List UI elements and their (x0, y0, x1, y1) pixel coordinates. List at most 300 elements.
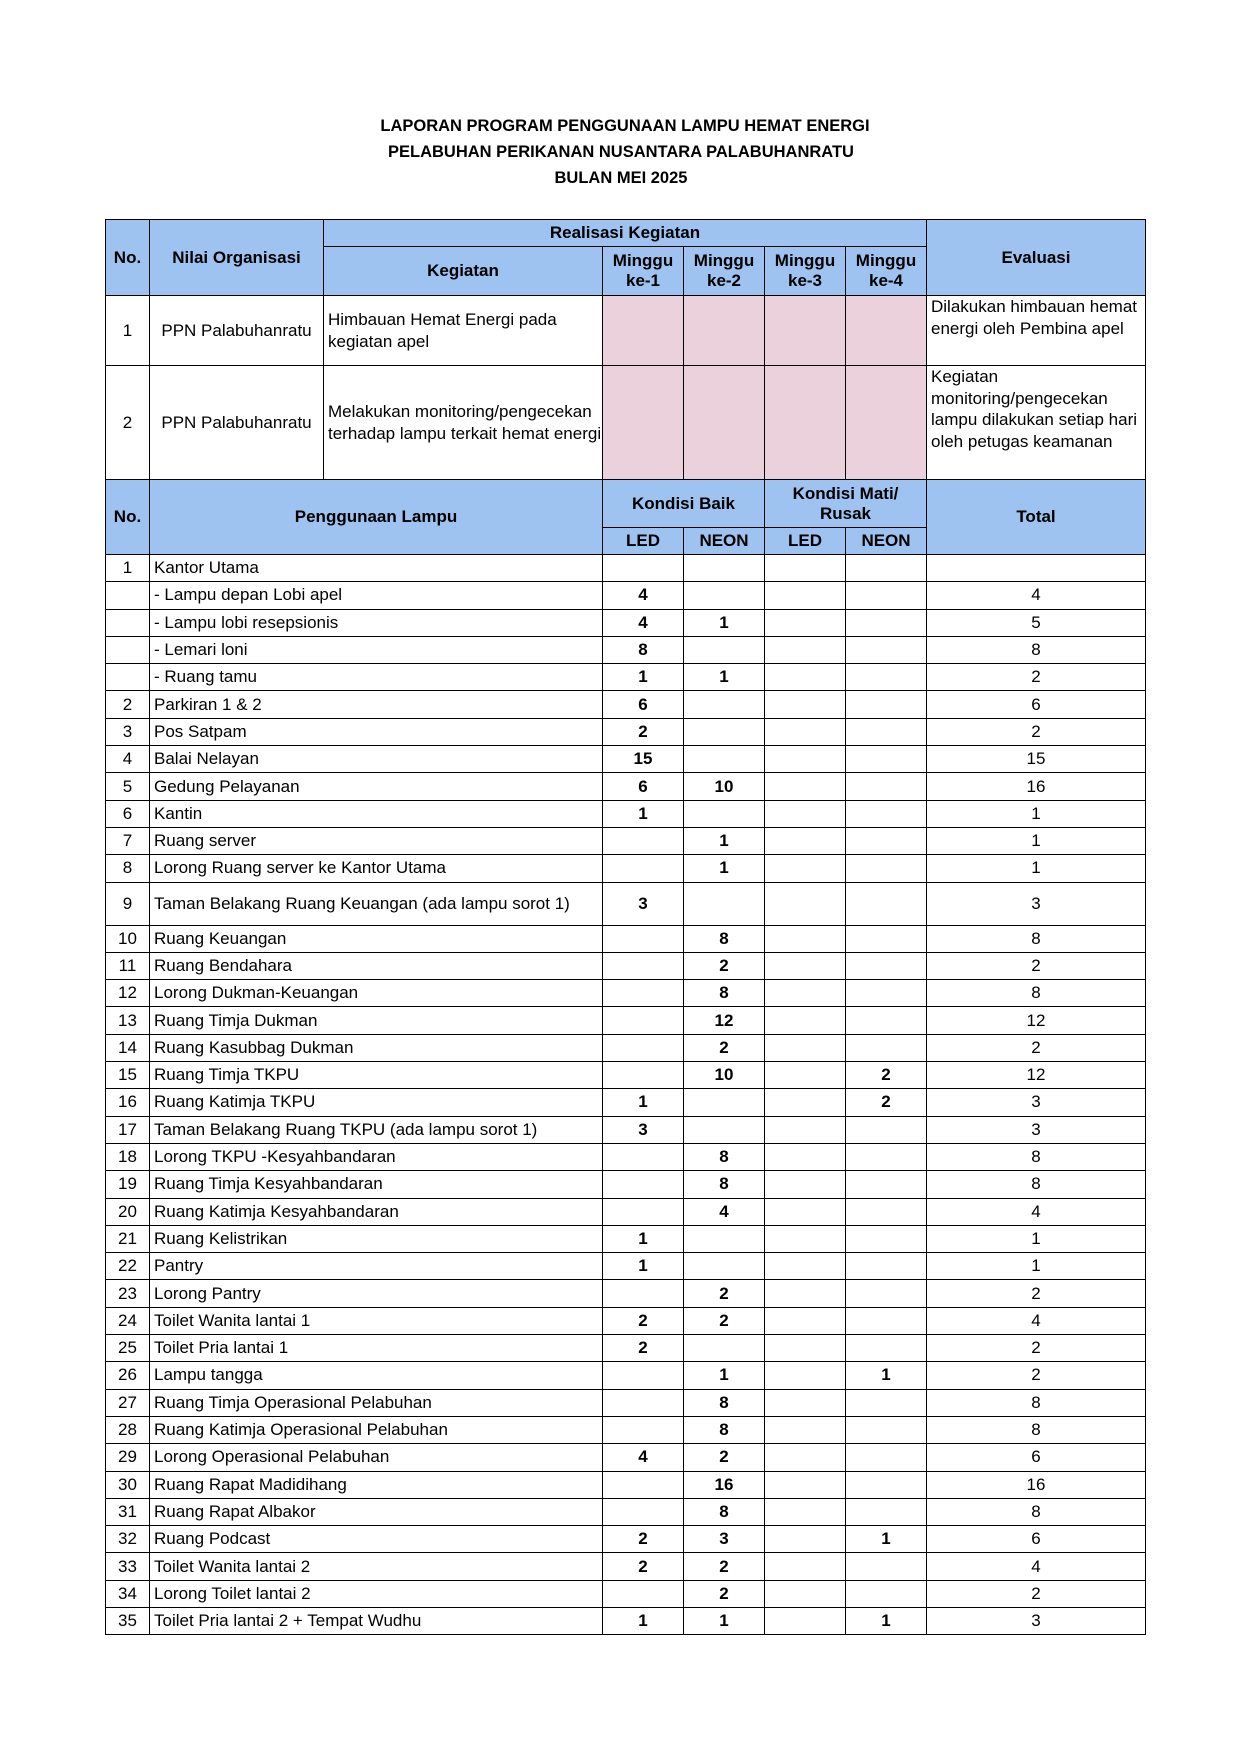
activity-no: 1 (106, 296, 150, 366)
lamp-name: Parkiran 1 & 2 (150, 691, 603, 718)
activity-evaluasi: Dilakukan himbauan hemat energi oleh Pembina apel (927, 296, 1146, 366)
lamp-name: Ruang server (150, 827, 603, 854)
lamp-mati-neon (846, 1034, 927, 1061)
lamp-row (106, 1471, 1146, 1498)
lamp-name: Taman Belakang Ruang TKPU (ada lampu sorot 1) (150, 1116, 603, 1143)
lamp-total: 1 (927, 827, 1146, 854)
lamp-baik-led: 1 (603, 1225, 684, 1252)
lamp-mati-led (765, 1307, 846, 1334)
lamp-name: Ruang Timja TKPU (150, 1062, 603, 1089)
lamp-baik-neon: 8 (684, 1416, 765, 1443)
lamp-baik-neon: 1 (684, 827, 765, 854)
lamp-mati-neon (846, 1553, 927, 1580)
lamp-no: 1 (106, 555, 150, 582)
lamp-mati-led (765, 746, 846, 773)
lamp-baik-led (603, 1498, 684, 1525)
lamp-mati-led (765, 1607, 846, 1634)
lamp-mati-led (765, 1007, 846, 1034)
lamp-mati-led (765, 718, 846, 745)
activity-org: PPN Palabuhanratu (150, 366, 324, 480)
lamp-name: Lorong Ruang server ke Kantor Utama (150, 855, 603, 882)
lamp-baik-neon (684, 1225, 765, 1252)
lamp-total: 4 (927, 1553, 1146, 1580)
lamp-row (106, 691, 1146, 718)
lamp-mati-led (765, 952, 846, 979)
lamp-baik-neon: 12 (684, 1007, 765, 1034)
lamp-mati-led (765, 1471, 846, 1498)
lamp-no: 10 (106, 925, 150, 952)
lamp-row (106, 609, 1146, 636)
lamp-mati-led (765, 1362, 846, 1389)
lamp-mati-led (765, 925, 846, 952)
lamp-baik-led: 3 (603, 1116, 684, 1143)
lamp-row (106, 1062, 1146, 1089)
lamp-mati-neon (846, 882, 927, 925)
lamp-mati-neon (846, 1389, 927, 1416)
lamp-mati-neon: 1 (846, 1526, 927, 1553)
lamp-mati-led (765, 1198, 846, 1225)
lamp-total: 3 (927, 1607, 1146, 1634)
activity-kegiatan: Melakukan monitoring/pengecekan terhadap lampu terkait hemat energi (324, 366, 603, 480)
lamp-row (106, 1553, 1146, 1580)
header-realisasi-kegiatan: Realisasi Kegiatan (324, 220, 927, 247)
lamp-baik-led: 3 (603, 882, 684, 925)
lamp-row (106, 1416, 1146, 1443)
lamp-mati-led (765, 1062, 846, 1089)
lamp-no: 24 (106, 1307, 150, 1334)
lamp-baik-neon (684, 1335, 765, 1362)
lamp-mati-neon (846, 1280, 927, 1307)
lamp-total: 12 (927, 1007, 1146, 1034)
lamp-baik-led (603, 1034, 684, 1061)
lamp-name: Ruang Rapat Albakor (150, 1498, 603, 1525)
lamp-total: 16 (927, 773, 1146, 800)
lamp-row (106, 1280, 1146, 1307)
lamp-row (106, 636, 1146, 663)
lamp-no: 34 (106, 1580, 150, 1607)
lamp-name: Ruang Kelistrikan (150, 1225, 603, 1252)
lamp-baik-led (603, 1143, 684, 1170)
lamp-name: Toilet Pria lantai 1 (150, 1335, 603, 1362)
lamp-baik-neon: 2 (684, 1280, 765, 1307)
lamp-mati-led (765, 691, 846, 718)
lamp-no: 16 (106, 1089, 150, 1116)
lamp-name: Ruang Rapat Madidihang (150, 1471, 603, 1498)
lamp-no: 20 (106, 1198, 150, 1225)
lamp-no: 12 (106, 980, 150, 1007)
lamp-baik-neon: 2 (684, 1553, 765, 1580)
lamp-mati-neon (846, 1471, 927, 1498)
lamp-total: 4 (927, 1307, 1146, 1334)
title-line-3: BULAN MEI 2025 (554, 169, 688, 187)
lamp-baik-neon: 8 (684, 1171, 765, 1198)
lamp-no (106, 636, 150, 663)
lamp-baik-led: 2 (603, 718, 684, 745)
lamp-mati-led (765, 609, 846, 636)
header-kondisi-baik: Kondisi Baik (603, 480, 765, 528)
lamp-row (106, 1444, 1146, 1471)
lamp-row (106, 664, 1146, 691)
lamp-total (927, 555, 1146, 582)
lamp-mati-neon (846, 1335, 927, 1362)
lamp-mati-led (765, 664, 846, 691)
lamp-baik-led: 1 (603, 1253, 684, 1280)
lamp-row (106, 718, 1146, 745)
lamp-total: 3 (927, 1089, 1146, 1116)
lamp-baik-neon (684, 636, 765, 663)
lamp-mati-led (765, 1553, 846, 1580)
lamp-baik-neon (684, 555, 765, 582)
lamp-baik-led: 4 (603, 609, 684, 636)
lamp-mati-neon (846, 980, 927, 1007)
lamp-baik-neon (684, 691, 765, 718)
header-mati-neon: NEON (846, 528, 927, 555)
lamp-total: 2 (927, 952, 1146, 979)
lamp-row (106, 773, 1146, 800)
lamp-name: Ruang Katimja Operasional Pelabuhan (150, 1416, 603, 1443)
lamp-total: 5 (927, 609, 1146, 636)
lamp-no: 5 (106, 773, 150, 800)
lamp-baik-led: 2 (603, 1307, 684, 1334)
lamp-baik-led (603, 1362, 684, 1389)
lamp-baik-neon: 4 (684, 1198, 765, 1225)
lamp-row (106, 1116, 1146, 1143)
lamp-baik-led: 4 (603, 582, 684, 609)
lamp-baik-neon (684, 800, 765, 827)
lamp-mati-neon (846, 773, 927, 800)
header-minggu-2: Minggu ke-2 (684, 247, 765, 296)
lamp-mati-neon (846, 609, 927, 636)
lamp-row (106, 980, 1146, 1007)
lamp-total: 2 (927, 1034, 1146, 1061)
lamp-name: - Lampu depan Lobi apel (150, 582, 603, 609)
lamp-name: Balai Nelayan (150, 746, 603, 773)
lamp-mati-neon (846, 1416, 927, 1443)
lamp-name: Ruang Timja Kesyahbandaran (150, 1171, 603, 1198)
lamp-name: Ruang Bendahara (150, 952, 603, 979)
lamp-mati-neon: 1 (846, 1362, 927, 1389)
lamp-no: 6 (106, 800, 150, 827)
lamp-mati-neon (846, 1143, 927, 1170)
lamp-total: 1 (927, 800, 1146, 827)
header-minggu-1: Minggu ke-1 (603, 247, 684, 296)
lamp-baik-neon (684, 718, 765, 745)
lamp-name: Ruang Timja Operasional Pelabuhan (150, 1389, 603, 1416)
lamp-mati-neon (846, 1498, 927, 1525)
lamp-name: Lorong Operasional Pelabuhan (150, 1444, 603, 1471)
lamp-mati-led (765, 1389, 846, 1416)
lamp-name: Ruang Keuangan (150, 925, 603, 952)
header-nilai-organisasi: Nilai Organisasi (150, 220, 324, 296)
lamp-row (106, 827, 1146, 854)
lamp-baik-led (603, 952, 684, 979)
lamp-baik-neon (684, 1253, 765, 1280)
lamp-baik-neon: 8 (684, 925, 765, 952)
lamp-mati-neon (846, 1580, 927, 1607)
lamp-mati-led (765, 1143, 846, 1170)
lamp-baik-led: 4 (603, 1444, 684, 1471)
lamp-row (106, 1362, 1146, 1389)
lamp-no: 2 (106, 691, 150, 718)
lamp-baik-neon: 1 (684, 664, 765, 691)
header-baik-neon: NEON (684, 528, 765, 555)
activity-org: PPN Palabuhanratu (150, 296, 324, 366)
lamp-total: 12 (927, 1062, 1146, 1089)
lamp-mati-neon (846, 925, 927, 952)
lamp-baik-neon: 2 (684, 1034, 765, 1061)
report-table (105, 219, 1146, 1635)
lamp-name: Toilet Wanita lantai 2 (150, 1553, 603, 1580)
report-body (106, 220, 1146, 1635)
lamp-total: 2 (927, 1580, 1146, 1607)
lamp-name: Kantin (150, 800, 603, 827)
activity-kegiatan: Himbauan Hemat Energi pada kegiatan apel (324, 296, 603, 366)
activity-week-4 (846, 296, 927, 366)
lamp-row (106, 1498, 1146, 1525)
lamp-name: Ruang Katimja TKPU (150, 1089, 603, 1116)
lamp-name: Lampu tangga (150, 1362, 603, 1389)
header-no: No. (106, 220, 150, 296)
lamp-name: Lorong Toilet lantai 2 (150, 1580, 603, 1607)
lamp-baik-led (603, 1007, 684, 1034)
lamp-baik-led (603, 1062, 684, 1089)
lamp-mati-led (765, 1089, 846, 1116)
lamp-row (106, 555, 1146, 582)
lamp-baik-neon: 1 (684, 1362, 765, 1389)
lamp-total: 3 (927, 882, 1146, 925)
lamp-total: 6 (927, 1526, 1146, 1553)
lamp-baik-led (603, 855, 684, 882)
lamp-baik-neon (684, 882, 765, 925)
lamp-no: 29 (106, 1444, 150, 1471)
lamp-row (106, 1143, 1146, 1170)
lamp-name: - Lemari loni (150, 636, 603, 663)
lamp-mati-led (765, 1416, 846, 1443)
lamp-baik-led (603, 1580, 684, 1607)
lamp-mati-led (765, 1498, 846, 1525)
lamp-total: 1 (927, 1225, 1146, 1252)
lamp-mati-led (765, 882, 846, 925)
lamp-mati-neon (846, 718, 927, 745)
lamp-mati-neon (846, 800, 927, 827)
lamp-row (106, 1253, 1146, 1280)
report-title (0, 113, 1242, 191)
lamp-mati-led (765, 1280, 846, 1307)
lamp-name: Toilet Wanita lantai 1 (150, 1307, 603, 1334)
lamp-baik-neon: 3 (684, 1526, 765, 1553)
lamp-baik-neon (684, 1116, 765, 1143)
lamp-total: 8 (927, 1389, 1146, 1416)
lamp-row (106, 1089, 1146, 1116)
lamp-mati-led (765, 1034, 846, 1061)
lamp-no: 22 (106, 1253, 150, 1280)
lamp-mati-led (765, 980, 846, 1007)
lamp-mati-neon: 2 (846, 1089, 927, 1116)
lamp-row (106, 1225, 1146, 1252)
lamp-baik-led (603, 827, 684, 854)
lamp-mati-led (765, 800, 846, 827)
lamp-mati-led (765, 1335, 846, 1362)
lamp-baik-led (603, 1389, 684, 1416)
lamp-total: 4 (927, 1198, 1146, 1225)
lamp-name: Pantry (150, 1253, 603, 1280)
header-baik-led: LED (603, 528, 684, 555)
header-evaluasi: Evaluasi (927, 220, 1146, 296)
header-kegiatan: Kegiatan (324, 247, 603, 296)
lamp-mati-neon (846, 636, 927, 663)
title-line-1: LAPORAN PROGRAM PENGGUNAAN LAMPU HEMAT ENERGI (380, 117, 870, 135)
lamp-total: 2 (927, 1335, 1146, 1362)
lamp-name: Ruang Katimja Kesyahbandaran (150, 1198, 603, 1225)
lamp-baik-led: 2 (603, 1335, 684, 1362)
lamp-mati-neon (846, 827, 927, 854)
lamp-no (106, 609, 150, 636)
lamp-baik-neon: 1 (684, 609, 765, 636)
lamp-baik-neon: 10 (684, 1062, 765, 1089)
lamp-baik-led (603, 555, 684, 582)
activity-week-1 (603, 366, 684, 480)
lamp-total: 8 (927, 636, 1146, 663)
lamp-mati-neon (846, 691, 927, 718)
lamp-mati-neon (846, 1444, 927, 1471)
activity-week-3 (765, 366, 846, 480)
lamp-total: 6 (927, 1444, 1146, 1471)
lamp-no: 8 (106, 855, 150, 882)
lamp-mati-neon (846, 664, 927, 691)
lamp-baik-neon: 10 (684, 773, 765, 800)
lamp-baik-neon: 8 (684, 1143, 765, 1170)
lamp-total: 2 (927, 664, 1146, 691)
header-kondisi-mati: Kondisi Mati/ Rusak (765, 480, 927, 528)
lamp-total: 15 (927, 746, 1146, 773)
lamp-row (106, 746, 1146, 773)
lamp-total: 16 (927, 1471, 1146, 1498)
lamp-mati-led (765, 1526, 846, 1553)
lamp-name: Toilet Pria lantai 2 + Tempat Wudhu (150, 1607, 603, 1634)
lamp-row (106, 925, 1146, 952)
lamp-baik-neon: 16 (684, 1471, 765, 1498)
lamp-total: 2 (927, 1280, 1146, 1307)
lamp-name: - Ruang tamu (150, 664, 603, 691)
lamp-mati-neon (846, 855, 927, 882)
lamp-no: 26 (106, 1362, 150, 1389)
lamp-row (106, 1607, 1146, 1634)
lamp-total: 6 (927, 691, 1146, 718)
activity-week-1 (603, 296, 684, 366)
lamp-baik-led (603, 1198, 684, 1225)
lamp-mati-neon (846, 1198, 927, 1225)
lamp-name: Lorong Dukman-Keuangan (150, 980, 603, 1007)
lamp-baik-led (603, 980, 684, 1007)
lamp-baik-neon: 1 (684, 855, 765, 882)
lamp-mati-led (765, 1444, 846, 1471)
lamp-baik-led: 2 (603, 1553, 684, 1580)
lamp-name: - Lampu lobi resepsionis (150, 609, 603, 636)
lamp-baik-neon: 2 (684, 1580, 765, 1607)
lamp-no: 35 (106, 1607, 150, 1634)
lamp-no: 23 (106, 1280, 150, 1307)
lamp-mati-neon: 1 (846, 1607, 927, 1634)
lamp-no: 15 (106, 1062, 150, 1089)
lamp-total: 3 (927, 1116, 1146, 1143)
lamp-header-row (106, 480, 1146, 528)
lamp-baik-led: 1 (603, 800, 684, 827)
lamp-row (106, 1171, 1146, 1198)
lamp-mati-neon (846, 582, 927, 609)
lamp-total: 8 (927, 1498, 1146, 1525)
activity-week-2 (684, 366, 765, 480)
lamp-row (106, 882, 1146, 925)
lamp-baik-led: 1 (603, 1607, 684, 1634)
lamp-baik-led: 1 (603, 1089, 684, 1116)
lamp-mati-led (765, 1116, 846, 1143)
lamp-total: 8 (927, 1143, 1146, 1170)
header-penggunaan-lampu: Penggunaan Lampu (150, 480, 603, 555)
lamp-no: 13 (106, 1007, 150, 1034)
lamp-total: 8 (927, 925, 1146, 952)
lamp-total: 1 (927, 855, 1146, 882)
lamp-baik-led: 6 (603, 691, 684, 718)
lamp-no: 4 (106, 746, 150, 773)
lamp-mati-led (765, 855, 846, 882)
lamp-baik-led (603, 1471, 684, 1498)
lamp-row (106, 1526, 1146, 1553)
lamp-mati-neon (846, 746, 927, 773)
lamp-mati-led (765, 1225, 846, 1252)
lamp-no: 3 (106, 718, 150, 745)
lamp-total: 8 (927, 980, 1146, 1007)
lamp-total: 8 (927, 1171, 1146, 1198)
lamp-name: Pos Satpam (150, 718, 603, 745)
lamp-baik-neon (684, 746, 765, 773)
lamp-name: Ruang Podcast (150, 1526, 603, 1553)
lamp-baik-led: 2 (603, 1526, 684, 1553)
lamp-row (106, 1580, 1146, 1607)
lamp-mati-neon (846, 1171, 927, 1198)
lamp-row (106, 582, 1146, 609)
lamp-row (106, 1007, 1146, 1034)
header-minggu-3: Minggu ke-3 (765, 247, 846, 296)
lamp-no: 32 (106, 1526, 150, 1553)
header-total: Total (927, 480, 1146, 555)
lamp-row (106, 1307, 1146, 1334)
lamp-total: 1 (927, 1253, 1146, 1280)
lamp-name: Ruang Kasubbag Dukman (150, 1034, 603, 1061)
lamp-baik-neon: 2 (684, 1307, 765, 1334)
lamp-total: 2 (927, 1362, 1146, 1389)
lamp-name: Gedung Pelayanan (150, 773, 603, 800)
header-mati-led: LED (765, 528, 846, 555)
lamp-mati-led (765, 582, 846, 609)
lamp-total: 2 (927, 718, 1146, 745)
lamp-name: Ruang Timja Dukman (150, 1007, 603, 1034)
activity-header-row (106, 220, 1146, 247)
activity-row (106, 366, 1146, 480)
lamp-baik-led: 15 (603, 746, 684, 773)
lamp-mati-neon (846, 952, 927, 979)
lamp-baik-neon (684, 1089, 765, 1116)
lamp-row (106, 1389, 1146, 1416)
lamp-mati-led (765, 1253, 846, 1280)
lamp-baik-led: 1 (603, 664, 684, 691)
lamp-baik-neon: 8 (684, 980, 765, 1007)
lamp-baik-led: 6 (603, 773, 684, 800)
lamp-no: 27 (106, 1389, 150, 1416)
lamp-row (106, 855, 1146, 882)
lamp-no: 18 (106, 1143, 150, 1170)
lamp-mati-led (765, 827, 846, 854)
activity-week-2 (684, 296, 765, 366)
